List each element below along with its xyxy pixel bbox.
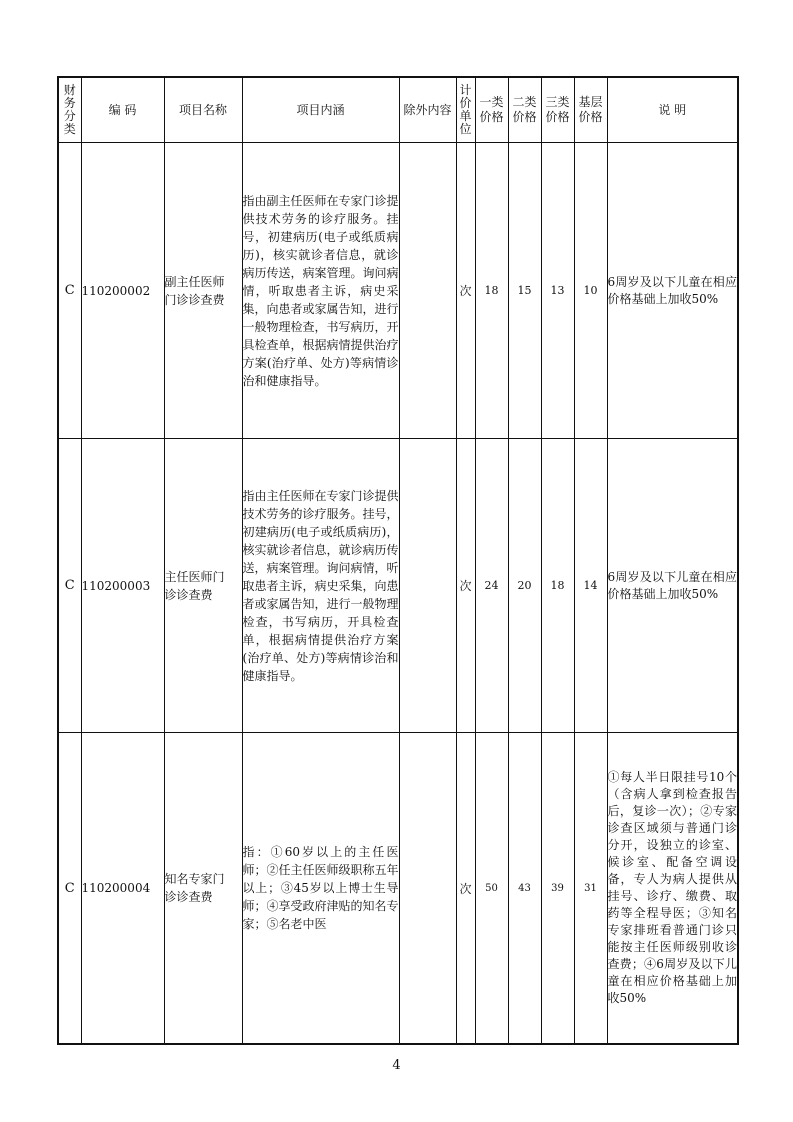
cell-code: 110200003: [81, 439, 164, 733]
header-name: 项目名称: [164, 77, 242, 143]
header-price-base: 基层 价格: [574, 77, 607, 143]
header-price-class3: 三类 价格: [541, 77, 574, 143]
header-price-class2: 二类 价格: [508, 77, 541, 143]
cell-content: 指由主任医师在专家门诊提供技术劳务的诊疗服务。挂号，初建病历(电子或纸质病历)，核实就诊者信息，就诊病历传送，病案管理。询问病情，听取患者主诉，病史采集，向患者或家属告知，进行一般物理检查，书写病历，开具检查单，根据病情提供治疗方案(治疗单、处方)等病情诊治和健康指导。: [242, 439, 399, 733]
cell-category: C: [58, 733, 81, 1045]
cell-category: C: [58, 143, 81, 439]
cell-price-class3: 13: [541, 143, 574, 439]
cell-price-base: 10: [574, 143, 607, 439]
header-unit: 计 价 单 位: [456, 77, 475, 143]
header-note: 说 明: [607, 77, 738, 143]
cell-category: C: [58, 439, 81, 733]
cell-code: 110200004: [81, 733, 164, 1045]
cell-content: 指：①60岁以上的主任医师；②任主任医师级职称五年以上；③45岁以上博士生导师；④享受政府津贴的知名专家；⑤名老中医: [242, 733, 399, 1045]
cell-price-class3: 18: [541, 439, 574, 733]
fee-schedule-table: [57, 76, 739, 1045]
cell-price-base: 14: [574, 439, 607, 733]
header-exclusion: 除外内容: [399, 77, 456, 143]
cell-price-class1: 24: [475, 439, 508, 733]
table-row: [58, 733, 738, 1045]
page-number: 4: [392, 1058, 401, 1073]
table-row: [58, 143, 738, 439]
cell-exclusion: [399, 143, 456, 439]
cell-code: 110200002: [81, 143, 164, 439]
cell-price-class1: 18: [475, 143, 508, 439]
cell-exclusion: [399, 733, 456, 1045]
cell-price-class3: 39: [541, 733, 574, 1045]
cell-name: 副主任医师 门诊诊查费: [164, 143, 242, 439]
cell-price-class2: 43: [508, 733, 541, 1045]
header-content: 项目内涵: [242, 77, 399, 143]
cell-exclusion: [399, 439, 456, 733]
cell-content: 指由副主任医师在专家门诊提供技术劳务的诊疗服务。挂号，初建病历(电子或纸质病历)，核实就诊者信息，就诊病历传送，病案管理。询问病情，听取患者主诉，病史采集，向患者或家属告知，进行一般物理检查，书写病历，开具检查单，根据病情提供治疗方案(治疗单、处方)等病情诊治和健康指导。: [242, 143, 399, 439]
cell-unit: 次: [456, 439, 475, 733]
cell-price-class1: 50: [475, 733, 508, 1045]
cell-price-class2: 20: [508, 439, 541, 733]
cell-price-base: 31: [574, 733, 607, 1045]
header-code: 编 码: [81, 77, 164, 143]
header-price-class1: 一类 价格: [475, 77, 508, 143]
cell-unit: 次: [456, 733, 475, 1045]
cell-note: ①每人半日限挂号10个（含病人拿到检查报告后，复诊一次）；②专家诊查区域须与普通门诊分开，设独立的诊室、候诊室、配备空调设备，专人为病人提供从挂号、诊疗、缴费、取药等全程导医；③知名专家排班看普通门诊只能按主任医师级别收诊查费；④6周岁及以下儿童在相应价格基础上加收50%: [607, 733, 738, 1045]
cell-note: 6周岁及以下儿童在相应价格基础上加收50%: [607, 143, 738, 439]
cell-name: 主任医师门 诊诊查费: [164, 439, 242, 733]
table-row: [58, 439, 738, 733]
cell-unit: 次: [456, 143, 475, 439]
header-category: 财 务 分 类: [58, 77, 81, 143]
cell-name: 知名专家门 诊诊查费: [164, 733, 242, 1045]
cell-note: 6周岁及以下儿童在相应价格基础上加收50%: [607, 439, 738, 733]
cell-price-class2: 15: [508, 143, 541, 439]
table-header-row: [58, 77, 738, 143]
